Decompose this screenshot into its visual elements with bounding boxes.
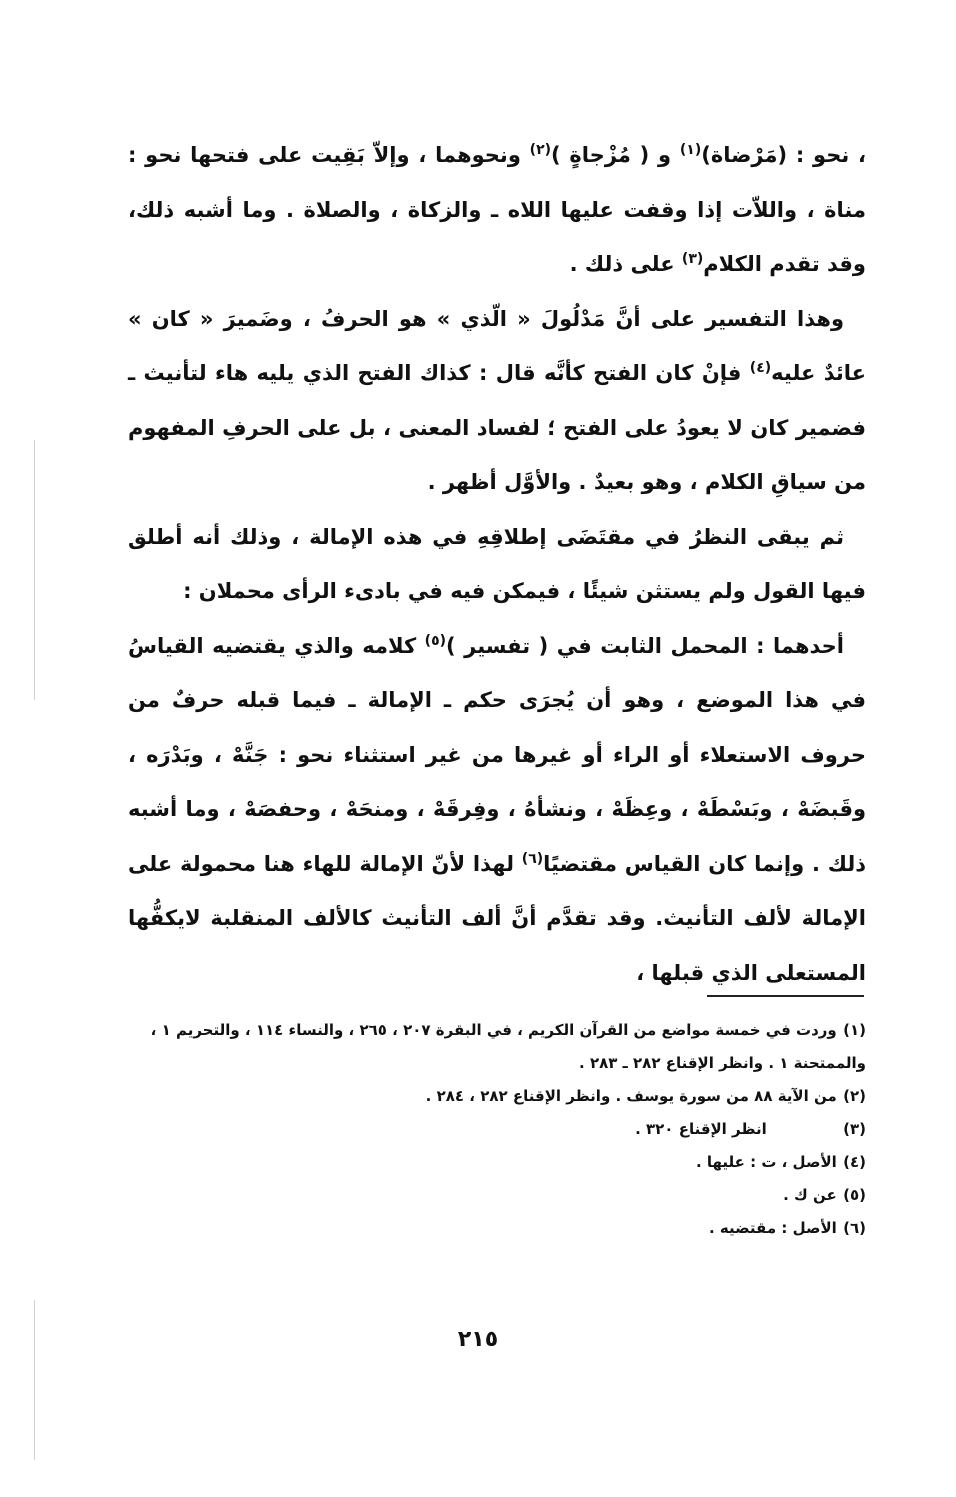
footnote-number: (١) bbox=[843, 1021, 866, 1039]
paragraph-text: على ذلك . bbox=[569, 252, 682, 276]
page-number: ٢١٥ bbox=[457, 1327, 499, 1352]
footnote-reference: (٦) bbox=[521, 850, 544, 867]
paragraph-text: كلامه والذي يقتضيه القياسُ في هذا الموضع ، وهو أن يُجرَى حكم ـ الإمالة ـ فيما قبله حرفٌ من حروف الاستعلاء أو الراء أو غيرها من غير استثناء نحو : جَنَّهْ ، وبَدْرَه ، وقَبضَهْ ، وبَسْطَهْ ، وعِظَهْ ، ونشأهُ ، وفِرقَهْ ، ومنحَهْ ، وحفصَهْ ، وما أشبه ذلك . وإنما كان القياس مقتضيًا bbox=[128, 633, 866, 876]
footnote-number: (٥) bbox=[843, 1186, 866, 1204]
footnote bbox=[128, 1113, 866, 1146]
footnote-reference: (٥) bbox=[424, 632, 447, 649]
paragraph-text: فإنْ كان الفتح كأنَّه قال : كذاك الفتح الذي يليه هاء لتأنيث ـ فضمير كان لا يعودُ على الفتح ؛ لفساد المعنى ، بل على الحرفِ المفهوم من سياقِ الكلام ، وهو بعيدٌ . والأوَّل أظهر . bbox=[128, 361, 866, 494]
footnote-separator-rule bbox=[707, 995, 864, 997]
footnote-text: الأصل ، ت : عليها . bbox=[695, 1153, 837, 1171]
footnote bbox=[128, 1146, 866, 1179]
paragraph-text: وهذا التفسير على أنَّ مَدْلُولَ « الّذي » هو الحرفُ ، وضَميرَ « كان » عائدٌ عليه bbox=[128, 306, 866, 385]
footnote-reference: (١) bbox=[679, 142, 702, 158]
scan-margin-line bbox=[34, 1300, 35, 1460]
footnote-text: انظر الإقناع ٣٢٠ . bbox=[635, 1120, 767, 1138]
footnote bbox=[128, 1080, 866, 1113]
paragraph-text: لهذا لأنّ الإمالة للهاء هنا محمولة على الإمالة لألف التأنيث. وقد تقدَّم أنَّ ألف التأنيث كالألف المنقلبة لايكفُّها المستعلى الذي قبلها ، bbox=[128, 851, 866, 985]
footnote-text: عن ك . bbox=[783, 1186, 837, 1204]
footnote-number: (٣) bbox=[843, 1120, 866, 1138]
body-paragraph bbox=[128, 128, 866, 292]
paragraph-text: ، نحو : (مَرْضاة) bbox=[701, 143, 866, 167]
footnote-number: (٦) bbox=[843, 1219, 866, 1237]
body-paragraph bbox=[128, 510, 866, 619]
footnote-reference: (٢) bbox=[529, 142, 552, 158]
main-text-block bbox=[128, 128, 866, 1000]
footnote-reference: (٣) bbox=[681, 251, 704, 267]
footnote-reference: (٤) bbox=[749, 360, 772, 376]
paragraph-text: ونحوهما ، وإلاّ بَقِيت على فتحها نحو : مناة ، واللاّت إذا وقفت عليها اللاه ـ والزكاة ، والصلاة . وما أشبه ذلك، وقد تقدم الكلام bbox=[128, 143, 866, 276]
paragraph-text: أحدهما : المحمل الثابت في ( تفسير ) bbox=[446, 633, 844, 658]
body-paragraph bbox=[128, 292, 866, 510]
footnote bbox=[128, 1014, 866, 1080]
footnote-number: (٢) bbox=[843, 1087, 866, 1105]
footnote bbox=[128, 1179, 866, 1212]
footnote-number: (٤) bbox=[843, 1153, 866, 1171]
footnotes-block bbox=[128, 1014, 866, 1245]
body-paragraph bbox=[128, 619, 866, 1001]
footnote-text: الأصل : مقتضيه . bbox=[709, 1219, 837, 1237]
footnote-text: من الآية ٨٨ من سورة يوسف . وانظر الإقناع ٢٨٢ ، ٢٨٤ . bbox=[425, 1087, 837, 1105]
paragraph-text: ثم يبقى النظرُ في مقتَضَى إطلاقِهِ في هذه الإمالة ، وذلك أنه أطلق فيها القول ولم يستثن شيئًا ، فيمكن فيه في بادىء الرأى محملان : bbox=[128, 524, 866, 603]
paragraph-text: و ( مُزْجاةٍ ) bbox=[551, 143, 680, 167]
scan-margin-line bbox=[34, 440, 35, 700]
footnote-text: وردت في خمسة مواضع من القرآن الكريم ، في البقرة ٢٠٧ ، ٢٦٥ ، والنساء ١١٤ ، والتحريم ١ ، والممتحنة ١ . وانظر الإقناع ٢٨٢ ـ ٢٨٣ . bbox=[150, 1021, 866, 1072]
footnote bbox=[128, 1212, 866, 1245]
